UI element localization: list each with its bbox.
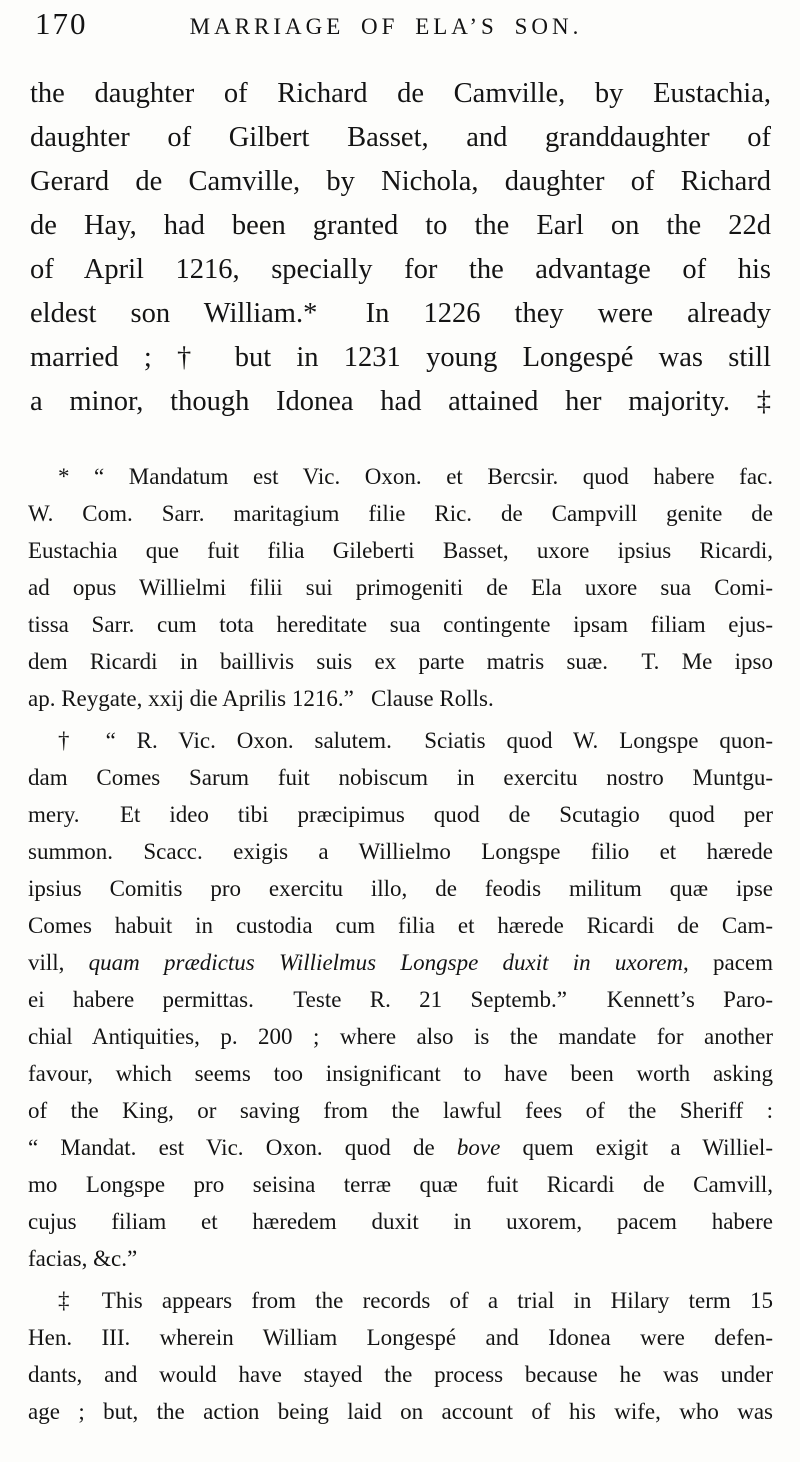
footnote-line: ad opus Willielmi filii sui primogeniti de Ela uxore sua Comi- (28, 575, 773, 600)
footnote-double-dagger (28, 1282, 773, 1430)
footnote-line: Comes habuit in custodia cum filia et hærede Ricardi de Cam- (28, 913, 773, 938)
footnote-line: mo Longspe pro seisina terræ quæ fuit Ricardi de Camvill, (28, 1172, 773, 1197)
footnote-asterisk (28, 458, 773, 717)
footnote-line (28, 944, 773, 981)
body-line: eldest son William.* In 1226 they were already (30, 298, 771, 329)
main-paragraph (30, 72, 771, 424)
italic-phrase: bove (456, 1135, 501, 1160)
footnote-line (28, 1129, 773, 1166)
body-line: daughter of Gilbert Basset, and granddaughter of (30, 122, 771, 153)
running-title: MARRIAGE OF ELA’S SON. (189, 14, 583, 39)
footnote-line: † “ R. Vic. Oxon. salutem. Sciatis quod W. Longspe quon- (58, 728, 773, 753)
footnote-line: Eustachia que fuit filia Gileberti Basset, uxore ipsius Ricardi, (28, 538, 773, 563)
italic-phrase: quam prædictus Willielmus Longspe duxit in uxorem (88, 950, 684, 975)
body-line: a minor, though Idonea had attained her majority. ‡ (30, 386, 771, 417)
footnotes-section (28, 458, 773, 1430)
running-head (0, 6, 800, 54)
body-line: Gerard de Camville, by Nichola, daughter of Richard (30, 166, 771, 197)
footnote-line: W. Com. Sarr. maritagium filie Ric. de Campvill genite de (28, 501, 773, 526)
footnote-line: cujus filiam et hæredem duxit in uxorem, pacem habere (28, 1209, 773, 1234)
footnote-line: ‡ This appears from the records of a trial in Hilary term 15 (58, 1288, 773, 1313)
body-line: de Hay, had been granted to the Earl on the 22d (30, 210, 771, 241)
footnote-line: dem Ricardi in baillivis suis ex parte matris suæ. T. Me ipso (28, 649, 773, 674)
text-segment: vill, (28, 950, 89, 975)
footnote-line: ipsius Comitis pro exercitu illo, de feodis militum quæ ipse (28, 876, 773, 901)
text-segment: quem exigit a Williel- (500, 1135, 773, 1160)
text-segment: “ Mandat. est Vic. Oxon. quod de (28, 1135, 457, 1160)
footnote-line: dam Comes Sarum fuit nobiscum in exercitu nostro Muntgu- (28, 765, 773, 790)
footnote-line: tissa Sarr. cum tota hereditate sua contingente ipsam filiam ejus- (28, 612, 773, 637)
footnote-line: favour, which seems too insignificant to have been worth asking (28, 1061, 773, 1086)
footnote-line: of the King, or saving from the lawful fees of the Sheriff : (28, 1098, 773, 1123)
footnote-line: dants, and would have stayed the process because he was under (28, 1362, 773, 1387)
body-line: of April 1216, specially for the advantage of his (30, 254, 771, 285)
text-segment: , pacem (683, 950, 774, 975)
footnote-line: chial Antiquities, p. 200 ; where also is the mandate for another (28, 1024, 773, 1049)
footnote-line: ap. Reygate, xxij die Aprilis 1216.” Clause Rolls. (28, 686, 494, 711)
page-number: 170 (35, 6, 88, 41)
footnote-line: Hen. III. wherein William Longespé and Idonea were defen- (28, 1325, 773, 1350)
body-line: married ; † but in 1231 young Longespé was still (30, 342, 771, 373)
footnote-line: ei habere permittas. Teste R. 21 Septemb.” Kennett’s Paro- (28, 987, 773, 1012)
body-line: the daughter of Richard de Camville, by Eustachia, (30, 78, 771, 109)
footnote-line: age ; but, the action being laid on account of his wife, who was (28, 1399, 773, 1424)
footnote-line: mery. Et ideo tibi præcipimus quod de Scutagio quod per (28, 802, 773, 827)
footnote-line: * “ Mandatum est Vic. Oxon. et Bercsir. quod habere fac. (58, 464, 773, 489)
footnote-line: facias, &c.” (28, 1246, 138, 1271)
footnote-dagger (28, 722, 773, 1277)
footnote-line: summon. Scacc. exigis a Willielmo Longspe filio et hærede (28, 839, 773, 864)
